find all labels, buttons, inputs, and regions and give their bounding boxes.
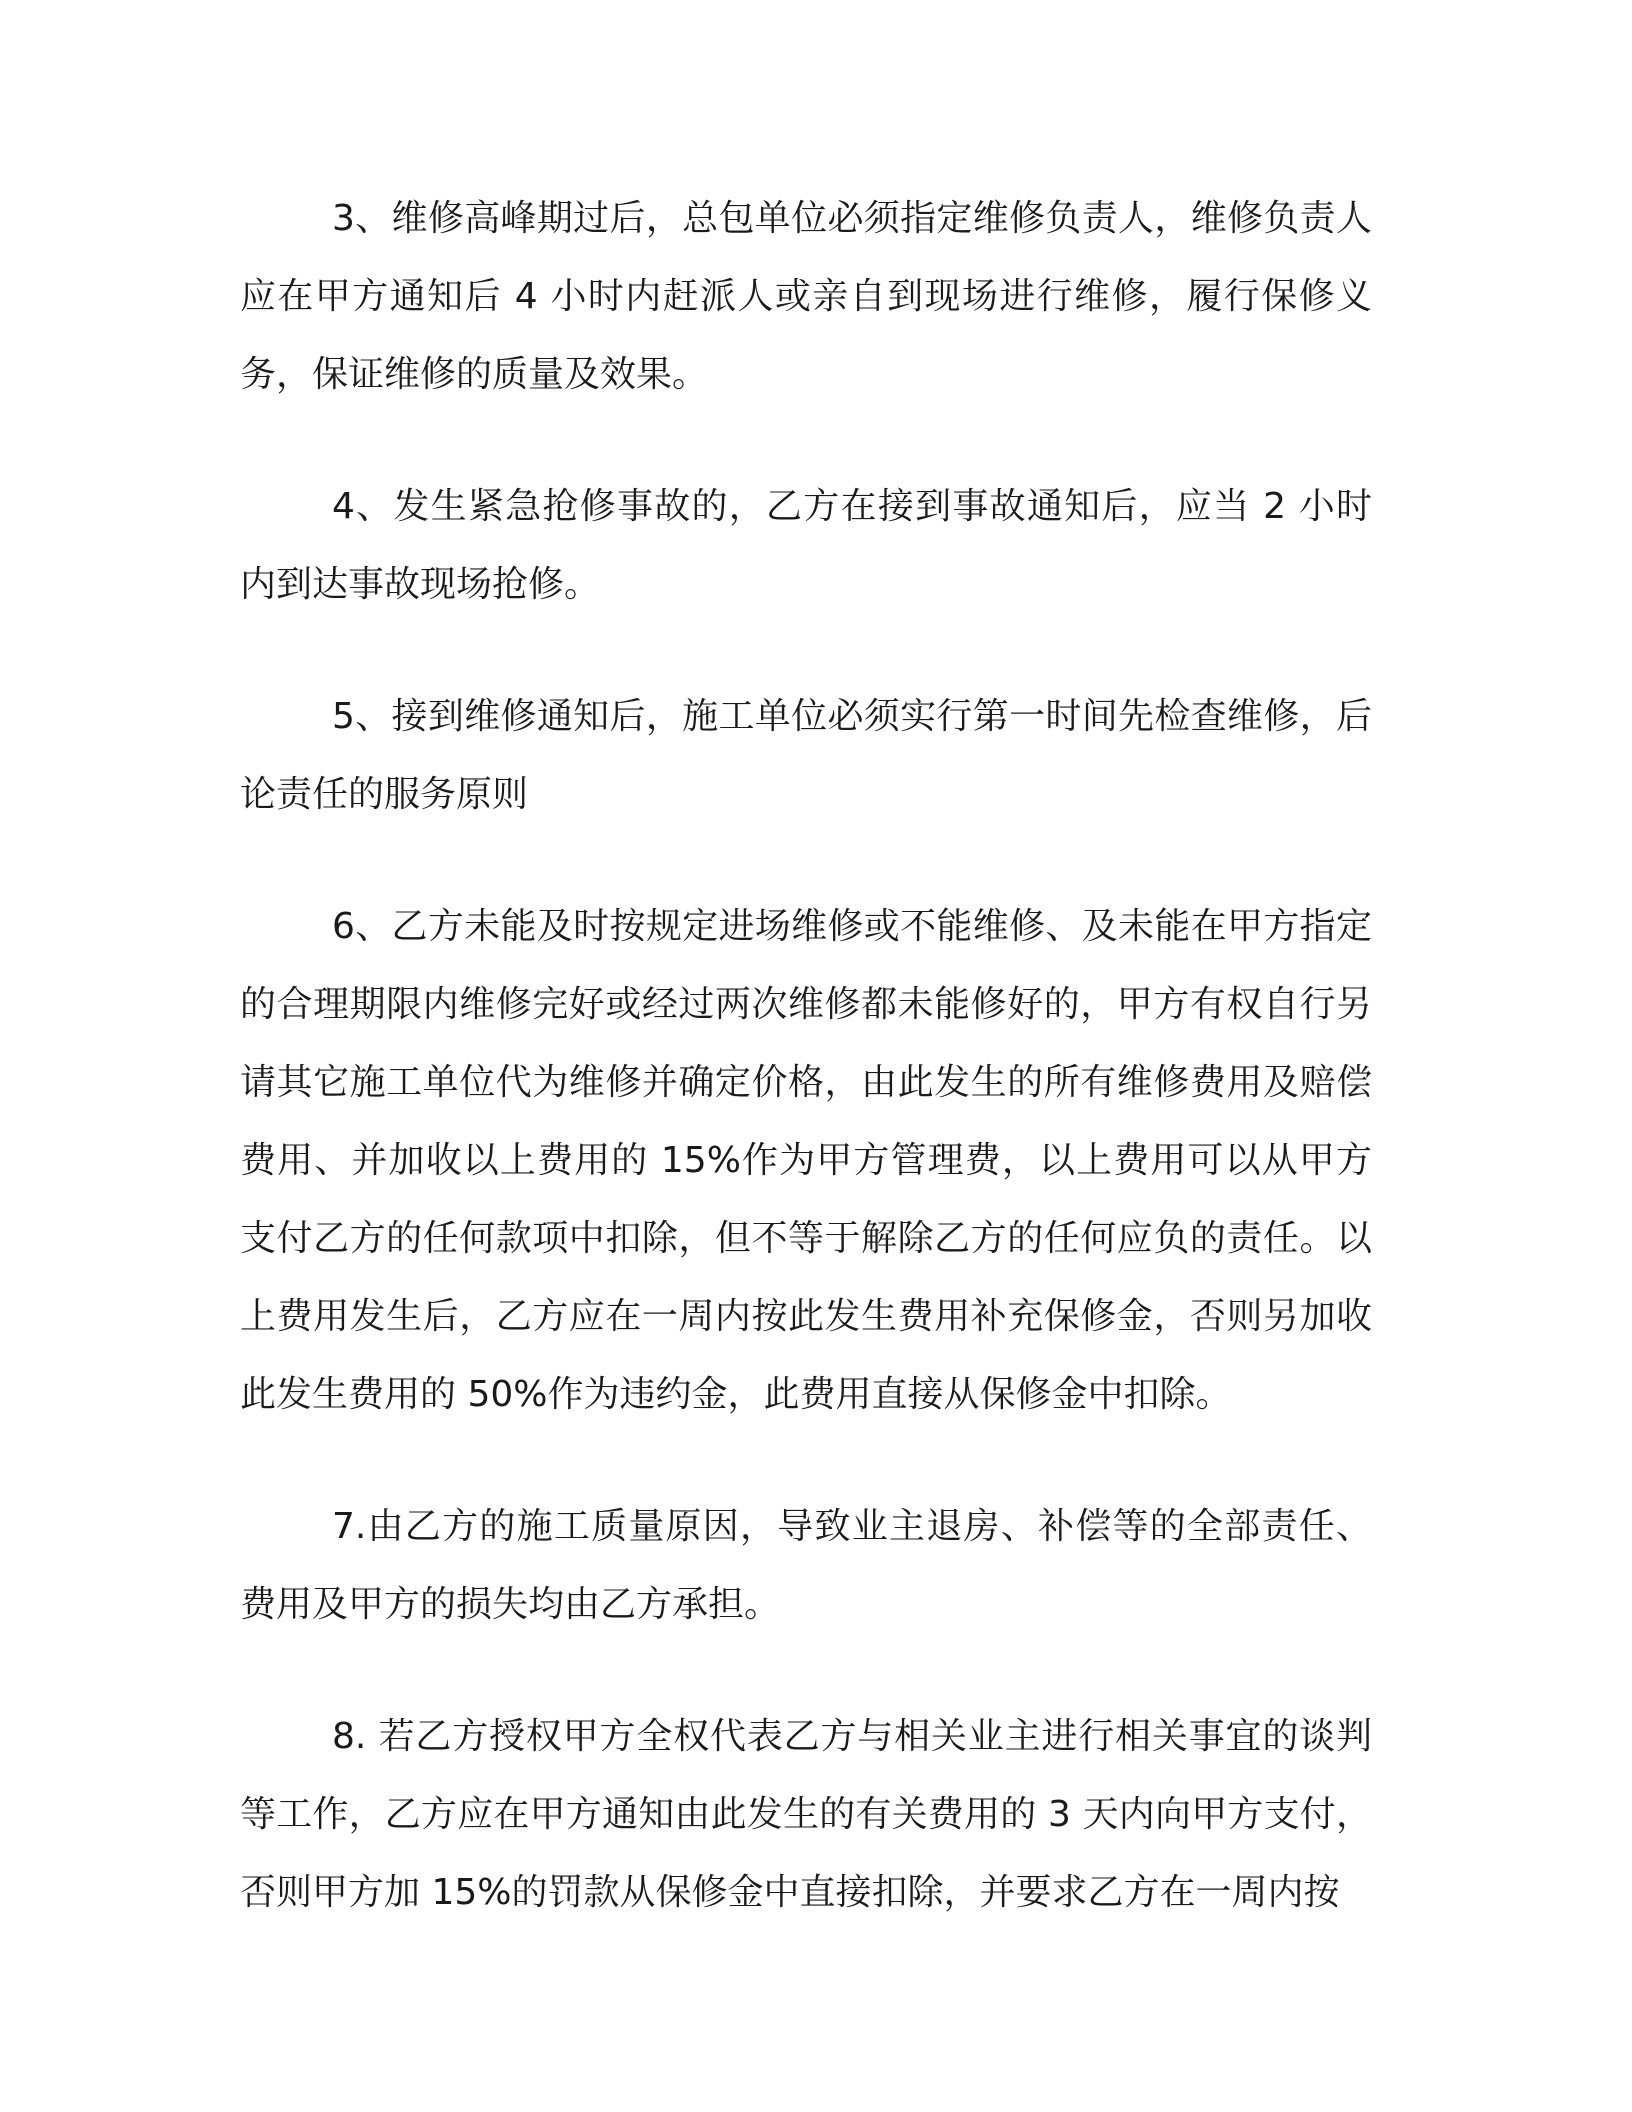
paragraph-item-8: 8. 若乙方授权甲方全权代表乙方与相关业主进行相关事宜的谈判等工作，乙方应在甲方通知由此发生的有关费用的 3 天内向甲方支付，否则甲方加 15%的罚款从保修金中直接扣除，并要求乙方在一周内按 (240, 1716, 1372, 1913)
paragraph-item-4: 4、发生紧急抢修事故的，乙方在接到事故通知后，应当 2 小时内到达事故现场抢修。 (240, 486, 1372, 605)
document-body (240, 180, 1372, 1932)
paragraph-item-7: 7.由乙方的施工质量原因，导致业主退房、补偿等的全部责任、费用及甲方的损失均由乙方承担。 (240, 1506, 1372, 1625)
paragraph-item-3: 3、维修高峰期过后，总包单位必须指定维修负责人，维修负责人应在甲方通知后 4 小时内赶派人或亲自到现场进行维修，履行保修义务，保证维修的质量及效果。 (240, 198, 1372, 395)
paragraph-item-5: 5、接到维修通知后，施工单位必须实行第一时间先检查维修，后论责任的服务原则 (240, 696, 1372, 815)
paragraph-item-6: 6、乙方未能及时按规定进场维修或不能维修、及未能在甲方指定的合理期限内维修完好或经过两次维修都未能修好的，甲方有权自行另请其它施工单位代为维修并确定价格，由此发生的所有维修费用及赔偿费用、并加收以上费用的 15%作为甲方管理费，以上费用可以从甲方支付乙方的任何款项中扣除，但不等于解除乙方的任何应负的责任。以上费用发生后，乙方应在一周内按此发生费用补充保修金，否则另加收此发生费用的 50%作为违约金，此费用直接从保修金中扣除。 (240, 906, 1372, 1415)
